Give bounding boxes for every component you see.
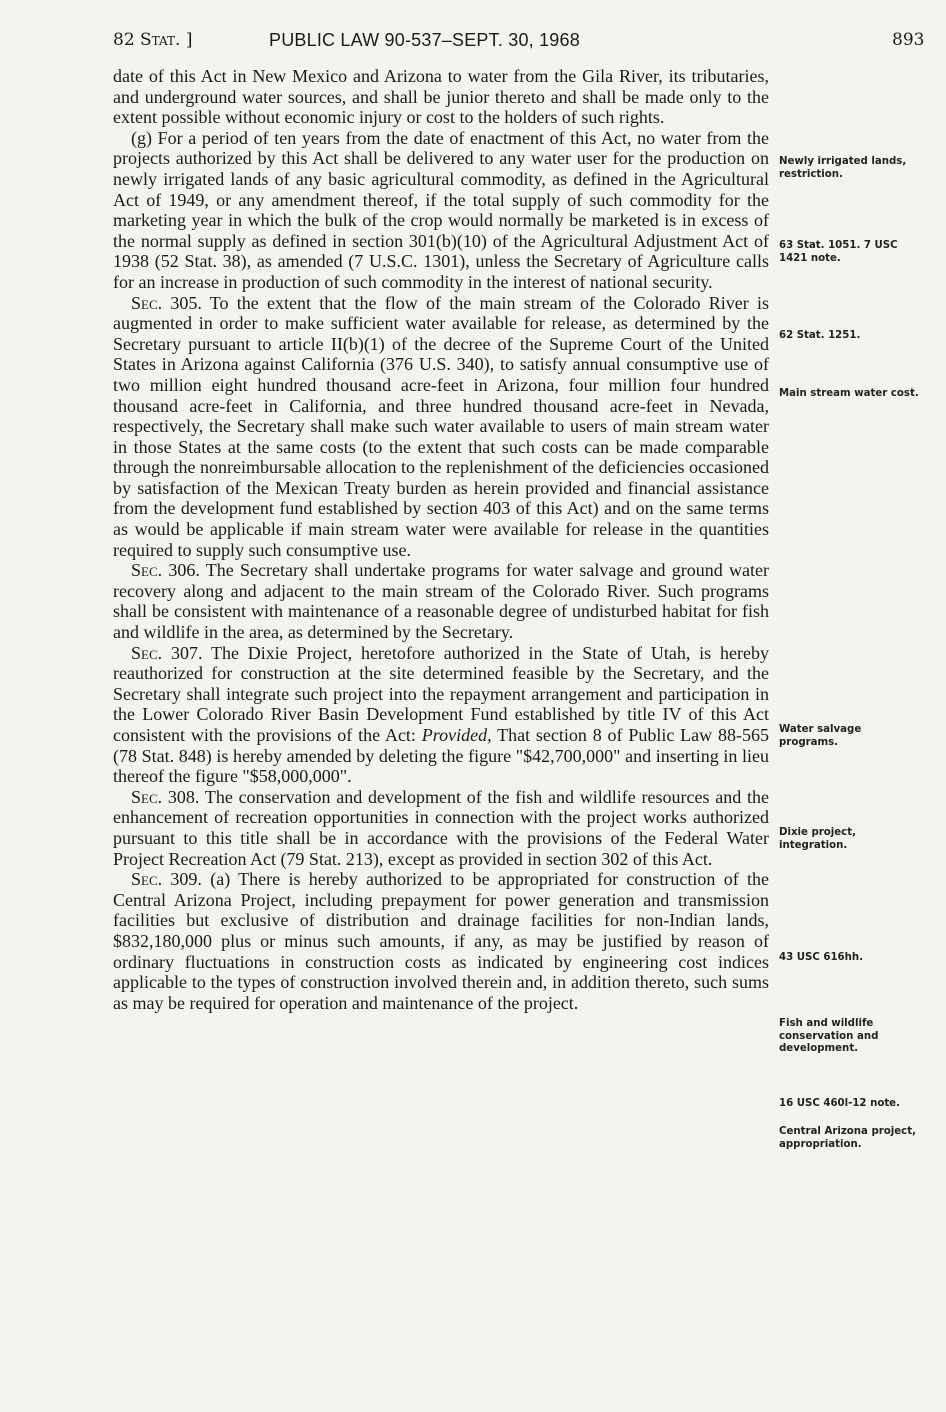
section-307 (113, 643, 769, 787)
section-text: 309. (a) There is hereby authorized to be appropriated for construction of the Central Arizona Project, including prepayment for power generation and transmission facilities but exclusive of distribution and drainage facilities for non-Indian lands, $832,180,000 plus or minus such amounts, if any, as may be justified by reason of ordinary fluctuations in construction costs as indicated by engineering cost indices applicable to the types of construction involved therein and, in addition thereto, such sums as may be required for operation and maintenance of the project. (113, 869, 769, 1013)
margin-note-water-salvage: Water salvage programs. (779, 724, 862, 748)
section-text: 307. The Dixie Project, heretofore authorized in the State of Utah, is hereby reauthorized for construction at the site determined feasible by the Secretary, and the Secretary shall integrate such project into the repayment arrangement and participation in the Lower Colorado River Basin Development Fund established by title IV of this Act consistent with the provisions of the Act: (113, 642, 769, 745)
section-text: 305. To the extent that the flow of the main stream of the Colorado River is augmented in order to make sufficient water available for release, as determined by the Secretary pursuant to article II(b)(1) of the decree of the Supreme Court of the United States in Arizona against California (376 U.S. 340), to satisfy annual consumptive use of two million eight hundred thousand acre-feet in Arizona, four million four hundred thousand acre-feet in California, and three hundred thousand acre-feet in Nevada, respectively, the Secretary shall make such water available to users of main stream water in those States at the same costs (to the extent that such costs can be made comparable through the nonreimbursable allocation to the replenishment of the deficiencies occasioned by satisfaction of the Mexican Treaty burden as herein provided and financial assistance from the development fund established by section 403 of this Act) and on the same terms as would be applicable if main stream water were available for release in the quantities required to supply such consumptive use. (113, 292, 769, 560)
section-306 (113, 560, 769, 642)
margin-note-newly-irrigated: Newly irrigated lands, restriction. (779, 156, 907, 180)
margin-note-central-arizona: Central Arizona project, appropriation. (779, 1126, 916, 1150)
statute-reference: 82 Stat. ] (113, 30, 193, 50)
margin-note-43-usc: 43 USC 616hh. (779, 952, 863, 963)
section-label: Sec. (131, 292, 163, 313)
margin-note-63-stat: 63 Stat. 1051. 7 USC 1421 note. (779, 240, 898, 264)
margin-note-fish-wildlife: Fish and wildlife conservation and development. (779, 1018, 879, 1054)
margin-note-62-stat: 62 Stat. 1251. (779, 330, 861, 341)
page-title: PUBLIC LAW 90-537–SEPT. 30, 1968 (269, 30, 580, 50)
section-308 (113, 787, 769, 869)
section-label: Sec. (131, 786, 163, 807)
section-label: Sec. (131, 560, 163, 581)
section-label: Sec. (131, 869, 163, 890)
margin-note-16-usc: 16 USC 460l-12 note. (779, 1098, 900, 1109)
provided-proviso: Provided, (421, 725, 492, 745)
section-text: 306. The Secretary shall undertake programs for water salvage and ground water recovery along and adjacent to the main stream of the Colorado River. Such programs shall be consistent with maintenance of a reasonable degree of undisturbed habitat for fish and wildlife in the area, as determined by the Secretary. (113, 560, 769, 643)
section-305 (113, 293, 769, 561)
paragraph-continuation: date of this Act in New Mexico and Arizona to water from the Gila River, its tributaries, and underground water sources, and shall be junior thereto and shall be made only to the extent possible without economic injury or cost to the holders of such rights. (113, 66, 769, 128)
paragraph-g: (g) For a period of ten years from the date of enactment of this Act, no water from the projects authorized by this Act shall be delivered to any water user for the production on newly irrigated lands of any basic agricultural commodity, as defined in the Agricultural Act of 1949, or any amendment thereof, if the total supply of such commodity for the marketing year in which the bulk of the crop would normally be marketed is in excess of the normal supply as defined in section 301(b)(10) of the Agricultural Adjustment Act of 1938 (52 Stat. 38), as amended (7 U.S.C. 1301), unless the Secretary of Agriculture calls for an increase in production of such commodity in the interest of national security. (113, 127, 769, 292)
section-text-cont: That section 8 of Public Law 88-565 (78 Stat. 848) is hereby amended by deleting the figure "$42,700,000" and inserting in lieu thereof the figure "$58,000,000". (113, 725, 769, 787)
main-text (113, 66, 769, 1013)
margin-note-main-stream: Main stream water cost. (779, 388, 919, 399)
margin-note-dixie: Dixie project, integration. (779, 827, 856, 851)
section-text: 308. The conservation and development of the fish and wildlife resources and the enhancement of recreation opportunities in connection with the project works authorized pursuant to this title shall be in accordance with the provisions of the Federal Water Project Recreation Act (79 Stat. 213), except as provided in section 302 of this Act. (113, 786, 769, 869)
section-label: Sec. (131, 642, 163, 663)
page-header (0, 30, 946, 60)
section-309 (113, 869, 769, 1013)
page-number: 893 (892, 30, 925, 50)
